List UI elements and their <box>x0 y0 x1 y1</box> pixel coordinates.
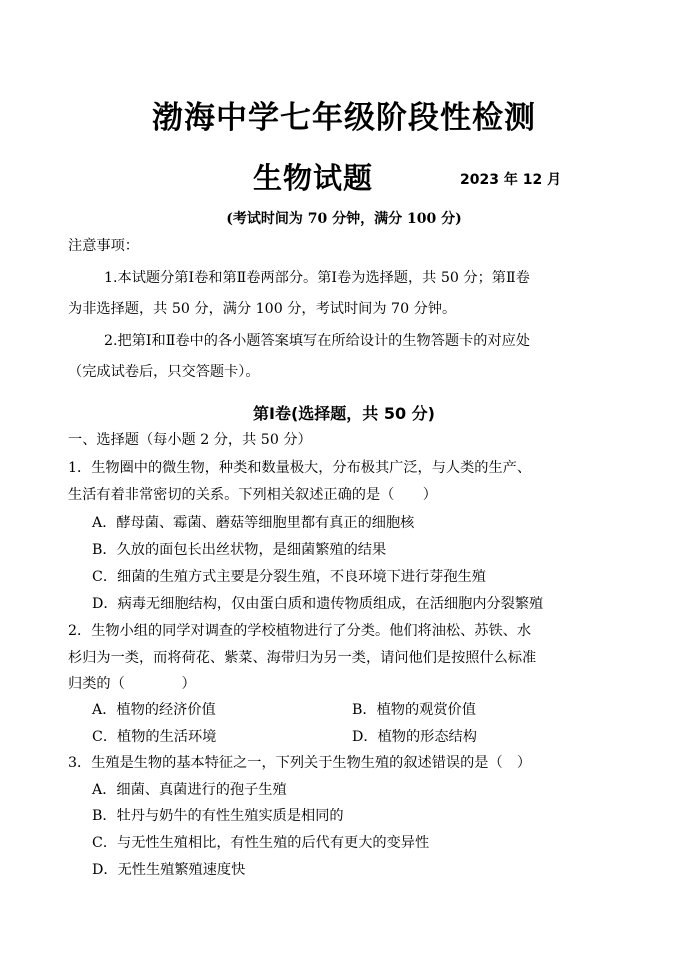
q2-stem-line-3: 归类的（ ） <box>68 676 196 692</box>
exam-subtitle: 生物试题 <box>253 161 374 195</box>
notice-heading: 注意事项： <box>68 238 139 254</box>
q1-option-c: C．细菌的生殖方式主要是分裂生殖，不良环境下进行芽孢生殖 <box>92 569 486 585</box>
notice-item-1-line-1: 1.本试题分第Ⅰ卷和第Ⅱ卷两部分。第Ⅰ卷为选择题，共 50 分；第Ⅱ卷 <box>104 270 530 286</box>
q2-option-b: B．植物的观赏价值 <box>352 702 476 718</box>
exam-title: 渤海中学七年级阶段性检测 <box>152 100 536 136</box>
q2-option-a: A．植物的经济价值 <box>92 702 216 718</box>
q2-option-d: D．植物的形态结构 <box>352 729 477 745</box>
notice-item-2-line-2: （完成试卷后，只交答题卡）。 <box>68 364 260 380</box>
q2-option-c: C．植物的生活环境 <box>92 729 217 745</box>
notice-item-1-line-2: 为非选择题，共 50 分，满分 100 分，考试时间为 70 分钟。 <box>68 301 457 317</box>
notice-item-2-line-1: 2.把第Ⅰ和Ⅱ卷中的各小题答案填写在所给设计的生物答题卡的对应处 <box>104 333 531 349</box>
q2-stem-line-2: 杉归为一类，而将荷花、紫菜、海带归为另一类，请问他们是按照什么标准 <box>68 650 537 666</box>
q3-stem-line-1: 3．生殖是生物的基本特征之一，下列关于生物生殖的叙述错误的是（ ） <box>68 755 532 771</box>
q2-stem-line-1: 2．生物小组的同学对调查的学校植物进行了分类。他们将油松、苏铁、水 <box>68 623 532 639</box>
q1-option-b: B．久放的面包长出丝状物，是细菌繁殖的结果 <box>92 542 387 558</box>
section-title: 第Ⅰ卷(选择题，共 50 分) <box>253 404 435 423</box>
q1-option-a: A．酵母菌、霉菌、蘑菇等细胞里都有真正的细胞核 <box>92 515 415 531</box>
q1-option-d: D．病毒无细胞结构，仅由蛋白质和遗传物质组成，在活细胞内分裂繁殖 <box>92 596 544 612</box>
q3-option-a: A．细菌、真菌进行的孢子生殖 <box>92 782 287 798</box>
q3-option-c: C．与无性生殖相比，有性生殖的后代有更大的变异性 <box>92 835 430 851</box>
exam-time-note: (考试时间为 70 分钟，满分 100 分) <box>226 211 462 227</box>
q1-stem-line-2: 生活有着非常密切的关系。下列相关叙述正确的是（ ） <box>68 487 437 503</box>
q3-option-b: B．牡丹与奶牛的有性生殖实质是相同的 <box>92 808 344 824</box>
q1-stem-line-1: 1．生物圈中的微生物，种类和数量极大，分布极其广泛，与人类的生产、 <box>68 460 532 476</box>
q3-option-d: D．无性生殖繁殖速度快 <box>92 862 246 878</box>
part-heading: 一、选择题（每小题 2 分，共 50 分） <box>68 432 312 448</box>
exam-date: 2023 年 12 月 <box>460 172 562 188</box>
